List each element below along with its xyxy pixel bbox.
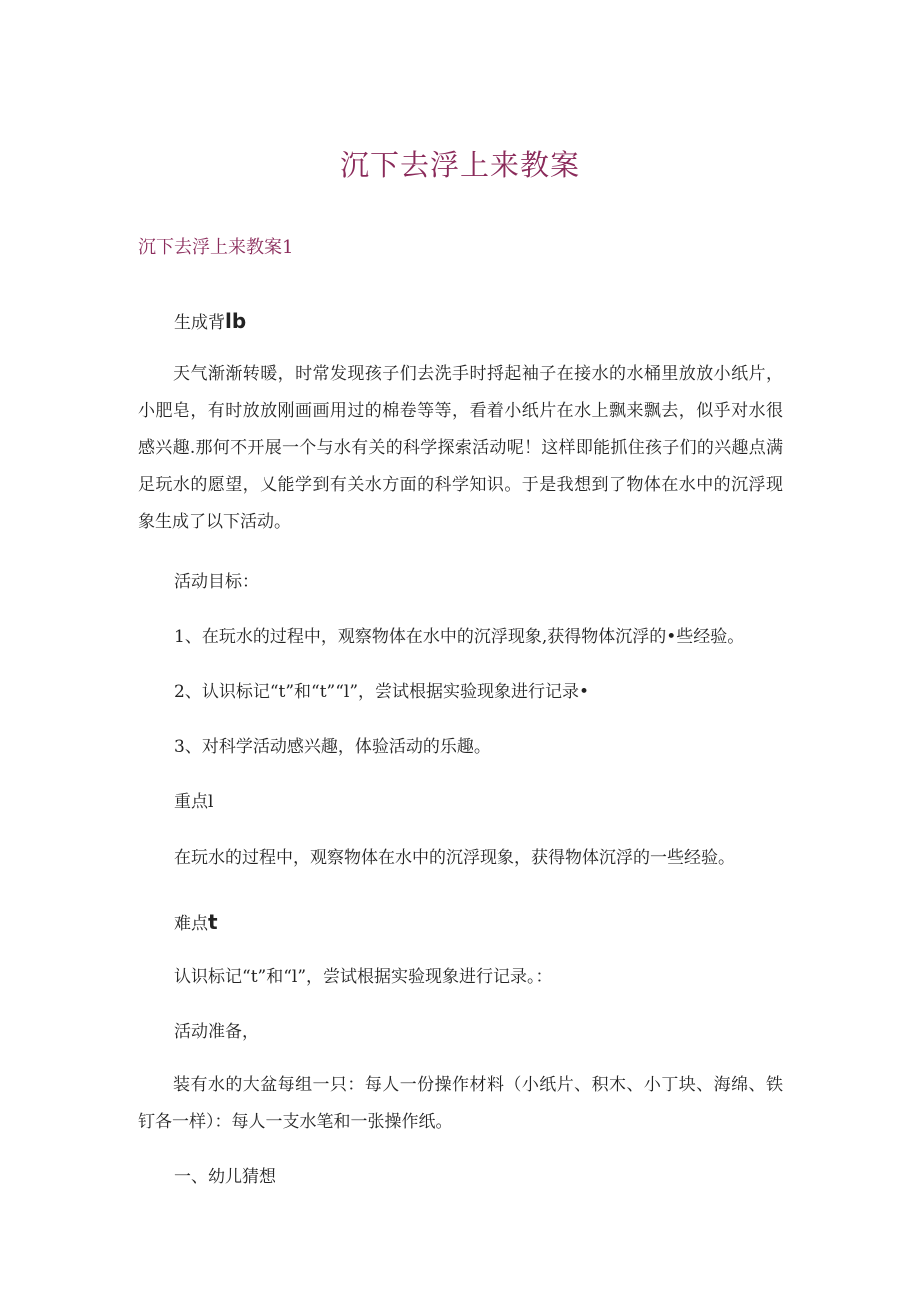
goal-item-3: 3、对科学活动感兴趣，体验活动的乐趣。 <box>174 737 491 757</box>
goal-item-2: 2、认识标记“t”和“t”“l”，尝试根据实验现象进行记录• <box>174 682 590 702</box>
difficulty-text: 认识标记“t”和“l”，尝试根据实验现象进行记录。： <box>174 967 553 987</box>
section-subtitle: 沉下去浮上来教案1 <box>138 237 294 258</box>
background-heading-tail: lb <box>225 309 247 333</box>
key-point-heading: 重点l <box>174 792 214 812</box>
difficulty-heading-text: 难点 <box>174 914 208 934</box>
difficulty-heading <box>174 912 218 934</box>
preparation-heading: 活动准备， <box>174 1022 259 1042</box>
background-paragraph: 天气渐渐转暖，时常发现孩子们去洗手时捋起袖子在接水的水桶里放放小纸片，小肥皂，有时放放刚画画用过的棉卷等等，看着小纸片在水上飘来飘去，似乎对水很感兴趣.那何不开展一个与水有关的科学探索活动呢！这样即能抓住孩子们的兴趣点满足玩水的愿望，乂能学到有关水方面的科学知识。于是我想到了物体在水中的沉浮现象生成了以下活动。 <box>138 364 783 532</box>
key-point-text: 在玩水的过程中，观察物体在水中的沉浮现象，获得物体沉浮的一些经验。 <box>174 848 735 868</box>
background-heading-text: 生成背 <box>174 313 225 333</box>
preparation-paragraph: 装有水的大盆每组一只：每人一份操作材料（小纸片、积木、小丁块、海绵、铁钉各一样）：每人一支水笔和一张操作纸。 <box>138 1075 783 1132</box>
background-heading <box>174 311 246 333</box>
goal-item-1: 1、在玩水的过程中，观察物体在水中的沉浮现象,获得物体沉浮的•些经验。 <box>174 627 745 647</box>
goals-heading: 活动目标： <box>174 572 259 592</box>
difficulty-heading-tail: t <box>208 910 218 934</box>
step-1-heading: 一、幼儿猜想 <box>174 1167 276 1187</box>
document-title: 沉下去浮上来教案 <box>339 148 580 182</box>
